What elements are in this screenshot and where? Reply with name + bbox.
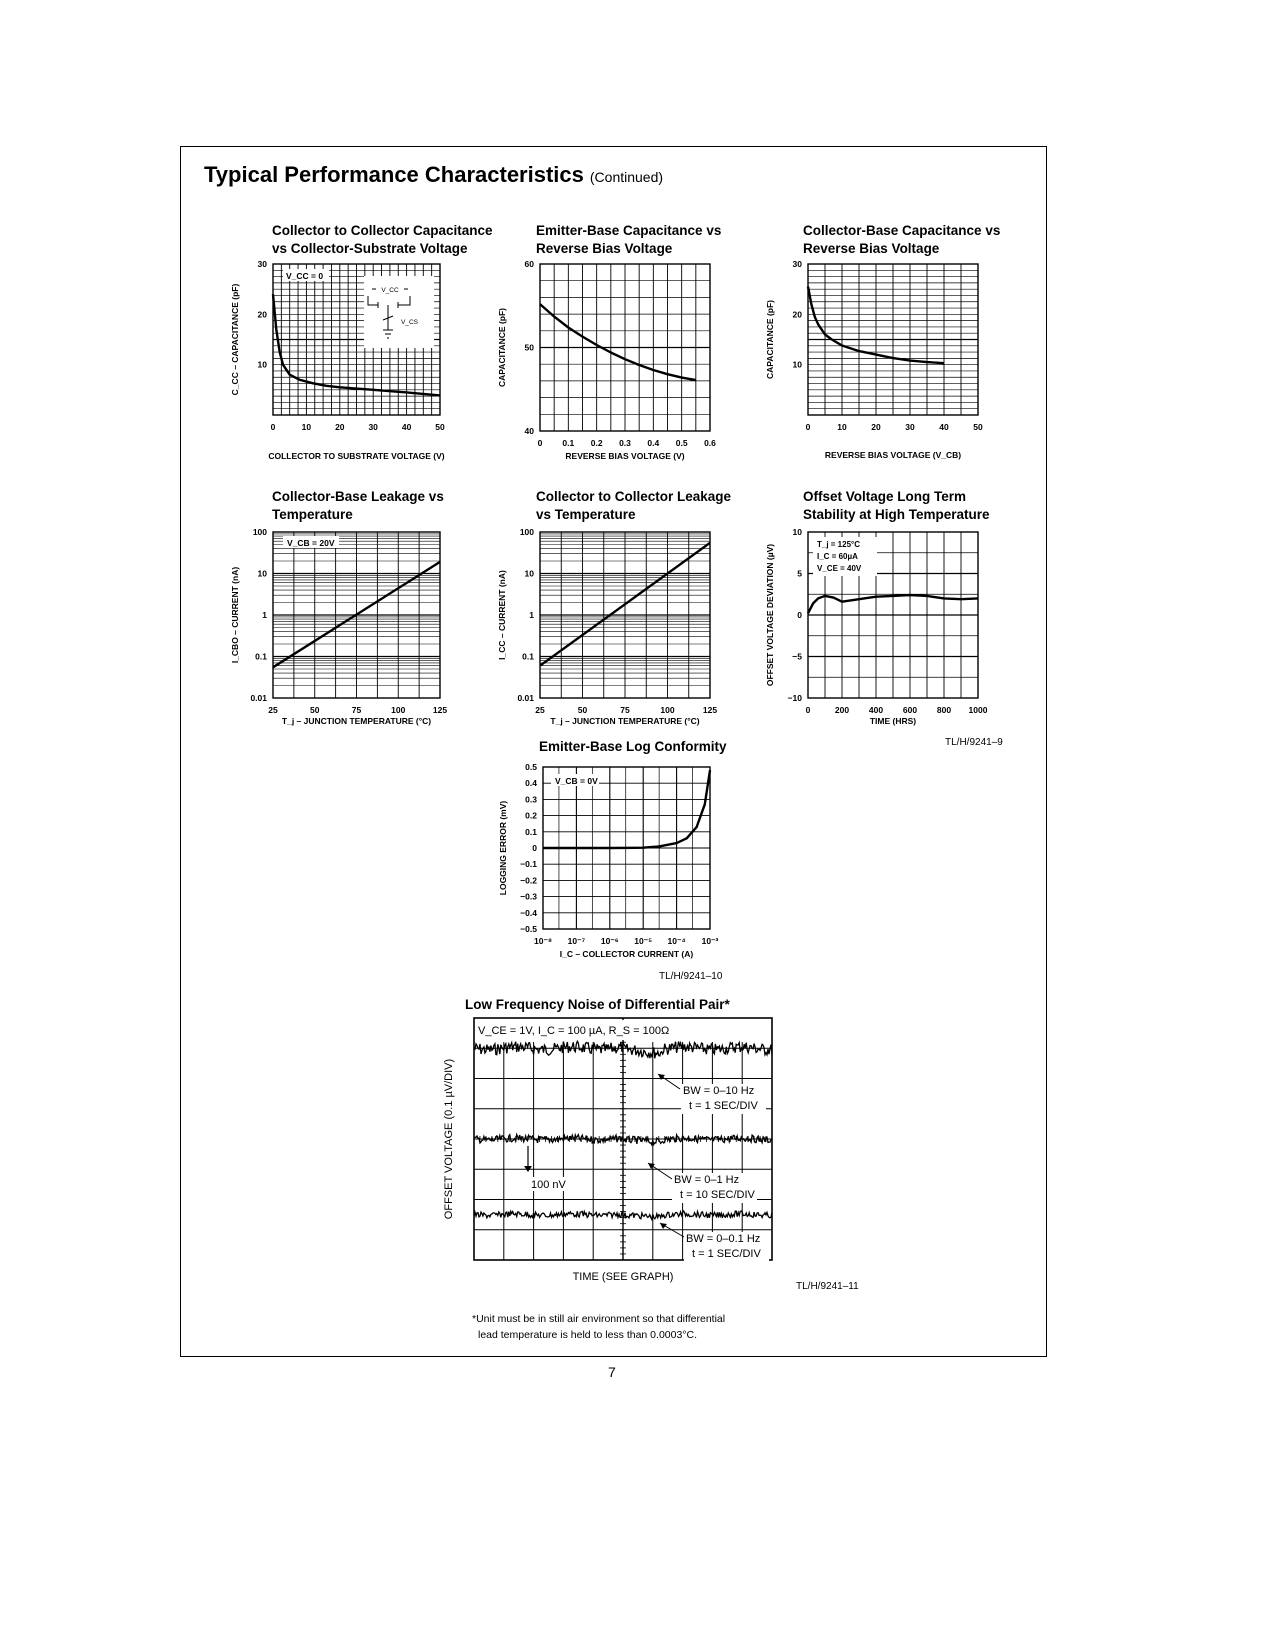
c5-ytick-label: 0.1 (522, 651, 534, 662)
c2-ytick-label: 60 (524, 259, 534, 269)
figure-ref-11: TL/H/9241–11 (796, 1281, 859, 1292)
c5-ylabel: I_CC – CURRENT (nA) (497, 570, 507, 660)
c7-xtick-label: 10⁻⁷ (567, 936, 586, 946)
c1-xtick-label: 10 (301, 422, 312, 432)
c1-ytick-label: 30 (257, 259, 267, 269)
c8-series-label: t = 1 SEC/DIV (689, 1100, 758, 1112)
c3-xlabel: REVERSE BIAS VOLTAGE (V_CB) (824, 450, 962, 460)
c8-scale-label: 100 nV (531, 1179, 566, 1191)
c6-xtick-label: 0 (805, 705, 811, 715)
c2-xtick-label: 0.2 (590, 438, 603, 448)
c3-xtick-label: 0 (805, 422, 811, 432)
c4-xtick-label: 125 (432, 705, 448, 715)
c2-xtick-label: 0.3 (619, 438, 631, 448)
c7-xtick-label: 10⁻⁴ (667, 936, 686, 946)
c7-xtick-label: 10⁻⁶ (600, 936, 619, 946)
c4-xtick-label: 100 (391, 705, 406, 715)
c1-ylabel: C_CC – CAPACITANCE (pF) (230, 283, 240, 396)
c1-circuit-label: V_CC (381, 287, 399, 294)
footnote: *Unit must be in still air environment so that differential lead temperature is held to less than 0.0003°C. (472, 1313, 726, 1341)
c2-xtick-label: 0.6 (704, 438, 716, 448)
c3-ytick-label: 20 (792, 309, 802, 320)
c3-ylabel: CAPACITANCE (pF) (765, 299, 775, 380)
c6-ytick-label: 10 (792, 527, 802, 537)
c5-ytick-label: 10 (524, 568, 534, 579)
c5-ytick-label: 0.01 (517, 693, 534, 703)
c8-series-label: BW = 0–1 Hz (674, 1174, 740, 1186)
c4-ytick-label: 1 (262, 610, 267, 620)
c7-xtick-label: 10⁻⁵ (634, 936, 653, 946)
c6-ytick-label: 0 (797, 610, 802, 620)
c5-ytick-label: 1 (529, 610, 534, 620)
c7-ytick-label: −0.5 (520, 924, 537, 934)
c1-xtick-label: 0 (270, 422, 276, 432)
c4-ytick-label: 0.01 (250, 693, 267, 703)
c7-xtick-label: 10⁻⁸ (534, 936, 552, 946)
c2-xtick-label: 0.5 (675, 438, 688, 448)
c4-ytick-label: 10 (257, 568, 267, 579)
c7-ytick-label: 0 (532, 843, 537, 853)
c4-ytick-label: 0.1 (255, 651, 267, 662)
c7-ytick-label: 0.2 (525, 810, 537, 821)
c8-xlabel: TIME (SEE GRAPH) (572, 1271, 674, 1283)
chart-title-c8: Low Frequency Noise of Differential Pair* (465, 997, 730, 1012)
c4-xlabel: T_j – JUNCTION TEMPERATURE (°C) (281, 716, 432, 726)
c1-xtick-label: 30 (368, 422, 378, 432)
c4-xtick-label: 50 (310, 705, 320, 715)
page-number: 7 (608, 1364, 616, 1380)
c1-xtick-label: 40 (401, 422, 412, 432)
c3-xtick-label: 10 (837, 422, 847, 432)
c2-ytick-label: 40 (524, 426, 534, 436)
figure-ref-10: TL/H/9241–10 (659, 971, 723, 982)
c1-annotation: V_CC = 0 (286, 271, 324, 281)
c8-series-label: t = 10 SEC/DIV (680, 1189, 755, 1201)
c8-ylabel: OFFSET VOLTAGE (0.1 µV/DIV) (443, 1058, 455, 1220)
c6-ylabel: OFFSET VOLTAGE DEVIATION (µV) (765, 543, 775, 687)
figure-ref-9: TL/H/9241–9 (945, 737, 1003, 748)
chart-title-c7: Emitter-Base Log Conformity (539, 739, 727, 754)
c5-xtick-label: 25 (535, 705, 545, 715)
c5-xtick-label: 125 (702, 705, 718, 715)
c7-ytick-label: 0.4 (525, 778, 537, 789)
c6-xlabel: TIME (HRS) (869, 716, 917, 726)
c3-xtick-label: 30 (905, 422, 915, 432)
c2-xtick-label: 0 (537, 438, 543, 448)
c1-xlabel: COLLECTOR TO SUBSTRATE VOLTAGE (V) (268, 451, 445, 461)
c6-xtick-label: 800 (936, 705, 952, 715)
c7-ytick-label: 0.1 (525, 826, 537, 837)
c5-ytick-label: 100 (519, 527, 534, 537)
c8-series-label: t = 1 SEC/DIV (692, 1248, 761, 1260)
c4-ylabel: I_CBO – CURRENT (nA) (230, 566, 240, 664)
c5-xtick-label: 75 (620, 705, 630, 715)
chart-title-c3: Collector-Base Capacitance vs Reverse Bias Voltage (803, 223, 1001, 256)
chart-title-c2: Emitter-Base Capacitance vs Reverse Bias Voltage (536, 223, 722, 256)
c1-circuit-label: V_CS (401, 319, 418, 326)
c8-pointer-arrowhead (658, 1074, 665, 1080)
c7-ytick-label: −0.2 (520, 875, 537, 886)
c4-xtick-label: 75 (351, 705, 362, 715)
chart-title-c4: Collector-Base Leakage vs Temperature (272, 489, 444, 522)
c2-xtick-label: 0.1 (562, 438, 575, 448)
c6-annotation: T_j = 125°C (817, 540, 860, 549)
c4-annotation: V_CB = 20V (287, 538, 335, 548)
c7-xtick-label: 10⁻³ (701, 936, 719, 946)
c6-ytick-label: 5 (797, 568, 802, 579)
c7-annotation: V_CB = 0V (555, 776, 598, 786)
chart-title-c5: Collector to Collector Leakage vs Temperature (536, 489, 732, 522)
c6-annotation: I_C = 60µA (817, 552, 858, 561)
c3-xtick-label: 40 (939, 422, 949, 432)
c4-ytick-label: 100 (252, 527, 267, 537)
c2-ylabel: CAPACITANCE (pF) (497, 307, 507, 388)
c2-ytick-label: 50 (524, 342, 534, 353)
c7-ylabel: LOGGING ERROR (mV) (498, 800, 508, 896)
c3-xtick-label: 50 (973, 422, 983, 432)
chart-title-c6: Offset Voltage Long Term Stability at High Temperature (803, 489, 990, 522)
c7-ytick-label: 0.5 (525, 762, 537, 772)
c7-ytick-label: 0.3 (525, 794, 537, 805)
c5-xtick-label: 100 (660, 705, 675, 715)
c1-inset-bg (364, 276, 434, 348)
c7-xlabel: I_C – COLLECTOR CURRENT (A) (559, 949, 694, 959)
c6-xtick-label: 1000 (968, 705, 988, 715)
c7-ytick-label: −0.1 (520, 859, 537, 870)
c3-ytick-label: 10 (792, 359, 802, 370)
c6-ytick-label: −5 (792, 651, 802, 662)
c8-series-label: BW = 0–0.1 Hz (686, 1233, 761, 1245)
c2-xtick-label: 0.4 (647, 438, 660, 448)
c3-xtick-label: 20 (871, 422, 881, 432)
c6-ytick-label: −10 (787, 693, 802, 703)
c6-xtick-label: 600 (902, 705, 918, 715)
c1-ytick-label: 20 (257, 309, 267, 320)
c8-series-label: BW = 0–10 Hz (683, 1085, 755, 1097)
c1-xtick-label: 20 (335, 422, 345, 432)
c5-xlabel: T_j – JUNCTION TEMPERATURE (°C) (550, 716, 700, 726)
c6-xtick-label: 200 (834, 705, 850, 715)
page-title: Typical Performance Characteristics (Continued) (204, 162, 664, 187)
chart-title-c1: Collector to Collector Capacitance vs Collector-Substrate Voltage (272, 223, 493, 256)
c2-series-line (540, 304, 696, 380)
c1-ytick-label: 10 (257, 359, 267, 370)
c8-conditions: V_CE = 1V, I_C = 100 µA, R_S = 100Ω (478, 1025, 670, 1037)
c2-xlabel: REVERSE BIAS VOLTAGE (V) (565, 451, 685, 461)
c7-ytick-label: −0.4 (520, 907, 537, 918)
c4-xtick-label: 25 (268, 705, 278, 715)
c6-annotation: V_CE = 40V (817, 564, 862, 573)
c8-pointer-arrowhead (648, 1163, 655, 1169)
c6-xtick-label: 400 (868, 705, 884, 715)
c5-xtick-label: 50 (577, 705, 588, 715)
c7-ytick-label: −0.3 (520, 891, 537, 902)
c1-xtick-label: 50 (435, 422, 445, 432)
c3-ytick-label: 30 (792, 259, 802, 269)
